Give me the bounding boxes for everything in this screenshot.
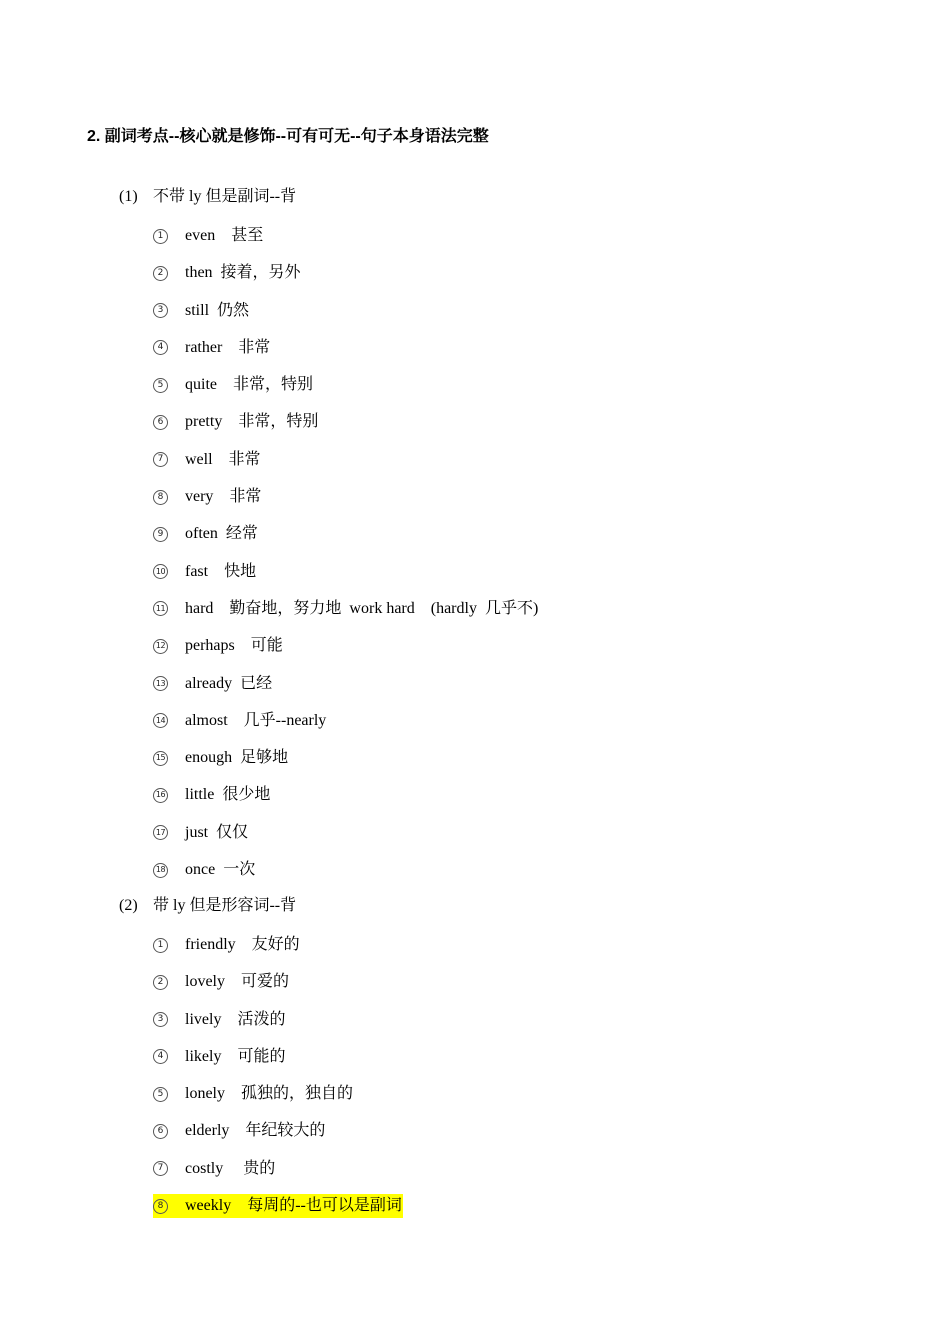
list-item-content — [153, 224, 264, 248]
circled-number-marker: 6 — [153, 1124, 168, 1139]
circled-number-marker: 15 — [153, 751, 168, 766]
list-item-text: once 一次 — [185, 861, 256, 879]
list-item-text: quite 非常，特别 — [185, 376, 313, 394]
list-item-content — [153, 1045, 286, 1069]
list-item-text: still 仍然 — [185, 301, 250, 319]
circled-number-marker: 10 — [153, 564, 168, 579]
circled-number-marker: 7 — [153, 452, 168, 467]
circled-number-marker: 6 — [153, 415, 168, 430]
circled-number-marker: 7 — [153, 1161, 168, 1176]
list-item-content — [153, 1008, 286, 1032]
circled-number-marker: 2 — [153, 266, 168, 281]
list-item-text: rather 非常 — [185, 338, 271, 356]
list-item-text: perhaps 可能 — [185, 637, 283, 655]
section-title-2 — [119, 895, 296, 917]
circled-number-marker: 2 — [153, 975, 168, 990]
list-item-content — [153, 634, 284, 658]
list-item-content — [153, 373, 314, 397]
list-item-text: weekly 每周的--也可以是副词 — [185, 1197, 402, 1215]
list-item-text: hard 勤奋地，努力地 work hard (hardly 几乎不) — [185, 599, 539, 617]
list-item-content — [153, 858, 256, 882]
list-item-content — [153, 336, 271, 360]
section-title-text: 带 ly 但是形容词--背 — [153, 897, 297, 914]
list-item-content — [153, 821, 249, 845]
circled-number-marker: 12 — [153, 639, 168, 654]
circled-number-marker: 4 — [153, 1049, 168, 1064]
circled-number-marker: 5 — [153, 378, 168, 393]
circled-number-marker: 8 — [153, 490, 168, 505]
list-item-text: lovely 可爱的 — [185, 973, 289, 991]
section-number: (2) — [119, 897, 138, 914]
circled-number-marker: 1 — [153, 229, 168, 244]
list-item-content — [153, 672, 273, 696]
circled-number-marker: 13 — [153, 676, 168, 691]
list-item-text: likely 可能的 — [185, 1047, 286, 1065]
circled-number-marker: 14 — [153, 713, 168, 728]
circled-number-marker: 5 — [153, 1087, 168, 1102]
list-item-text: very 非常 — [185, 488, 262, 506]
list-item-text: fast 快地 — [185, 562, 257, 580]
section-title-text: 不带 ly 但是副词--背 — [153, 188, 297, 205]
list-item-content — [153, 261, 302, 285]
list-item-content — [153, 448, 262, 472]
list-item-content — [153, 783, 271, 807]
list-item-text: enough 足够地 — [185, 749, 289, 767]
list-item-text: already 已经 — [185, 674, 273, 692]
section-title-1 — [119, 186, 296, 208]
list-item-content — [153, 299, 250, 323]
list-item-text: even 甚至 — [185, 227, 264, 244]
list-item-content — [153, 746, 289, 770]
circled-number-marker: 1 — [153, 938, 168, 953]
list-item-content — [153, 1194, 403, 1218]
list-item-text: elderly 年纪较大的 — [185, 1122, 326, 1140]
circled-number-marker: 16 — [153, 788, 168, 803]
list-item-text: friendly 友好的 — [185, 936, 300, 953]
list-item-content — [153, 933, 301, 957]
circled-number-marker: 17 — [153, 825, 168, 840]
list-item-content — [153, 522, 259, 546]
list-item-text: just 仅仅 — [185, 823, 249, 841]
list-item-content — [153, 485, 262, 509]
list-item-content — [153, 1157, 276, 1181]
list-item-content — [153, 560, 257, 584]
page-heading: 2. 副词考点--核心就是修饰--可有可无--句子本身语法完整 — [87, 128, 489, 145]
circled-number-marker: 11 — [153, 601, 168, 616]
circled-number-marker: 4 — [153, 340, 168, 355]
list-item-text: often 经常 — [185, 525, 258, 543]
list-item-text: pretty 非常，特别 — [185, 413, 319, 431]
circled-number-marker: 3 — [153, 1012, 168, 1027]
circled-number-marker: 8 — [153, 1199, 168, 1214]
section-number: (1) — [119, 188, 138, 205]
list-item-text: almost 几乎--nearly — [185, 711, 327, 729]
list-item-content — [153, 970, 290, 994]
circled-number-marker: 3 — [153, 303, 168, 318]
list-item-text: lonely 孤独的，独自的 — [185, 1085, 353, 1103]
list-item-text: lively 活泼的 — [185, 1010, 286, 1028]
list-item-text: then 接着，另外 — [185, 264, 301, 282]
list-item-text: well 非常 — [185, 450, 261, 468]
circled-number-marker: 9 — [153, 527, 168, 542]
list-item-content — [153, 597, 539, 621]
list-item-content — [153, 709, 327, 733]
list-item-content — [153, 410, 319, 434]
list-item-text: little 很少地 — [185, 786, 271, 804]
list-item-content — [153, 1119, 326, 1143]
circled-number-marker: 18 — [153, 863, 168, 878]
list-item-content — [153, 1082, 354, 1106]
list-item-text: costly 贵的 — [185, 1159, 276, 1177]
